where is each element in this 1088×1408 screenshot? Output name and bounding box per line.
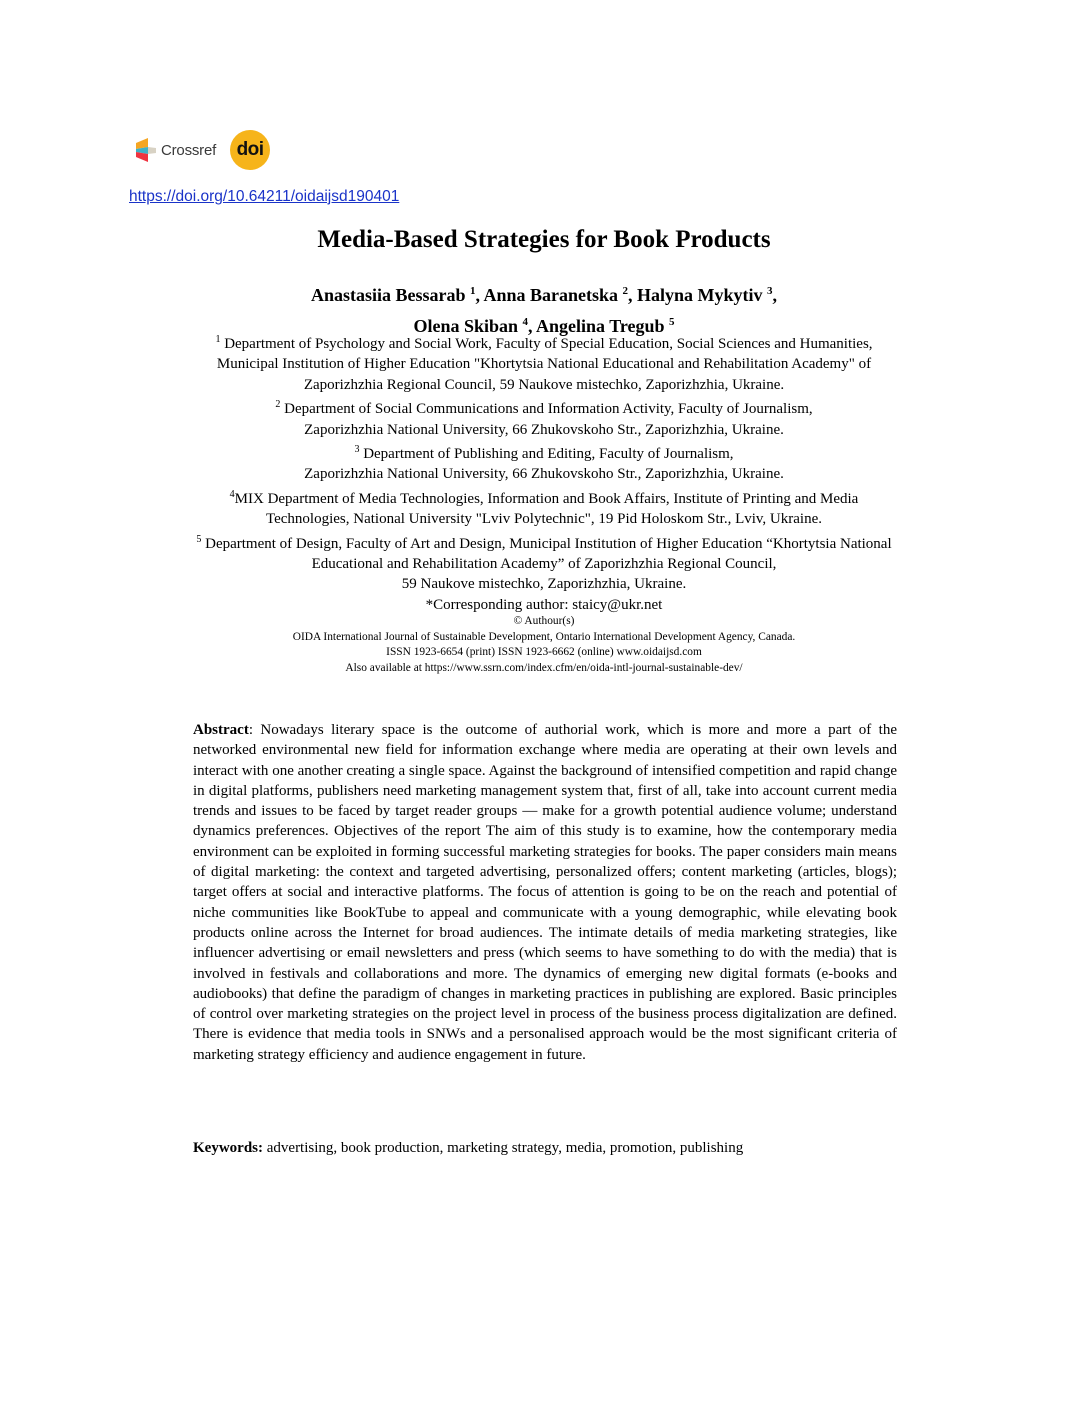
doi-logo	[230, 130, 270, 170]
affiliation-line: Educational and Rehabilitation Academy” of Zaporizhzhia Regional Council,	[311, 556, 777, 573]
author-name: Angelina Tregub	[536, 316, 665, 336]
author-name: Halyna Mykytiv	[637, 285, 763, 305]
affiliation-line: $^3$ Department of Publishing and Editing, Faculty of Journalism,	[354, 444, 734, 463]
affiliation-line: Zaporizhzhia National University, 66 Zhukovskoho Str., Zaporizhzhia, Ukraine.	[304, 466, 784, 483]
author-sup: 1	[469, 285, 476, 297]
abstract-text: : Nowadays literary space is the outcome of authorial work, which is more and more a part of the networked environmental new field for information exchange where media are operating at their own levels and interact with one another creating a single space. Against the background of intensified competition and rapid change in digital platforms, publishers need marketing management system that, first of all, take into account current media trends and issues to be faced by target reader groups — make for a growth potential audience volume; understand dynamics preferences. Objectives of the report The aim of this study is to examine, how the contemporary media environment can be exploited in forming successful marketing strategies for books. The paper considers main means of digital marketing: the context and targeted advertising, personalized offers; content marketing (articles, blogs); target offers at social and interactive platforms. The focus of attention is going to be on the reach and potential of niche communities like BookTube to appeal and communicate with a young demographic, while elevating book products online across the Internet for broad audiences. The intimate details of media marketing strategies, like influencer advertising or email newsletters and press (which seems to have something to do with the media) that is involved in festivals and collaborations and more. The dynamics of emerging new digital formats (e-books and audiobooks) that define the paradigm of changes in marketing practices in publishing are explored. Basic principles of control over marketing strategies on the project level in process of the business process digitalization are defined. There is evidence that media tools in SNWs and a personalised approach would be the most significant criteria of marketing strategy efficiency and audience engagement in future.	[193, 722, 897, 1063]
affiliation-line: Zaporizhzhia Regional Council, 59 Naukove mistechko, Zaporizhzhia, Ukraine.	[303, 376, 785, 393]
affiliation-line: Municipal Institution of Higher Education "Khortytsia National Educational and Rehabilitation Academy" of	[216, 356, 872, 373]
keywords-text: advertising, book production, marketing strategy, media, promotion, publishing	[263, 1140, 744, 1156]
author-line-1	[0, 278, 1088, 309]
affiliation-sup: 3	[354, 444, 360, 456]
affiliation-sup: 1	[215, 334, 221, 345]
keywords	[193, 1140, 897, 1157]
doi-link[interactable]: https://doi.org/10.64211/oidaijsd190401	[129, 188, 400, 205]
author-name: Anastasiia Bessarab	[310, 285, 466, 305]
affiliation-sup: 2	[275, 399, 281, 411]
author-sup: 5	[669, 316, 675, 328]
journal-meta	[0, 614, 1088, 677]
availability: Also available at https://www.ssrn.com/index.cfm/en/oida-intl-journal-sustainable-dev/	[345, 662, 743, 675]
affiliation-line: Zaporizhzhia National University, 66 Zhukovskoho Str., Zaporizhzhia, Ukraine.	[304, 421, 784, 438]
journal-name: OIDA International Journal of Sustainable Development, Ontario International Development Agency, Canada.	[292, 630, 796, 643]
keywords-label: Keywords:	[193, 1140, 263, 1156]
author-sup: 3	[767, 285, 773, 297]
crossref-label: Crossref	[161, 141, 217, 159]
author-separator: ,	[475, 285, 484, 305]
author-sup: 2	[622, 285, 629, 297]
affiliation-line: $^2$ Department of Social Communications and Information Activity, Faculty of Journalism,	[275, 399, 813, 418]
affiliation-sup: 5	[196, 533, 202, 545]
author-name: Olena Skiban	[413, 316, 518, 336]
abstract	[193, 720, 897, 1065]
affiliation-line: $^4$MIX Department of Media Technologies, Information and Book Affairs, Institute of Printing and Media	[229, 488, 859, 507]
issn: ISSN 1923-6654 (print) ISSN 1923-6662 (online) www.oidaijsd.com	[386, 646, 702, 659]
paper-title: Media-Based Strategies for Book Products	[317, 226, 771, 253]
author-separator: ,	[628, 285, 638, 305]
copyright: © Authour(s)	[513, 615, 575, 627]
affiliation-line: 59 Naukove mistechko, Zaporizhzhia, Ukraine.	[401, 576, 687, 593]
affiliation-line: Technologies, National University "Lviv Polytechnic", 19 Pid Holoskom Str., Lviv, Ukraine.	[266, 511, 822, 528]
crossref-logo	[134, 135, 216, 165]
affiliation-line: $^5$ Department of Design, Faculty of Art and Design, Municipal Institution of Higher Education “Khortytsia National	[196, 533, 892, 552]
publisher-logos	[134, 130, 270, 170]
corresponding-author: *Corresponding author: staicy@ukr.net	[425, 596, 663, 613]
author-sup: 4	[522, 316, 528, 328]
author-separator: ,	[772, 285, 778, 305]
crossref-icon	[134, 135, 158, 165]
affiliations	[0, 330, 1088, 615]
doi-badge-text: doi	[236, 139, 264, 160]
affiliation-line: $^1$ Department of Psychology and Social Work, Faculty of Special Education, Social Sciences and Humanities,	[215, 334, 873, 352]
author-separator: ,	[528, 316, 537, 336]
author-name: Anna Baranetska	[483, 285, 619, 305]
abstract-label: Abstract	[193, 722, 249, 738]
affiliation-sup: 4	[229, 488, 235, 500]
